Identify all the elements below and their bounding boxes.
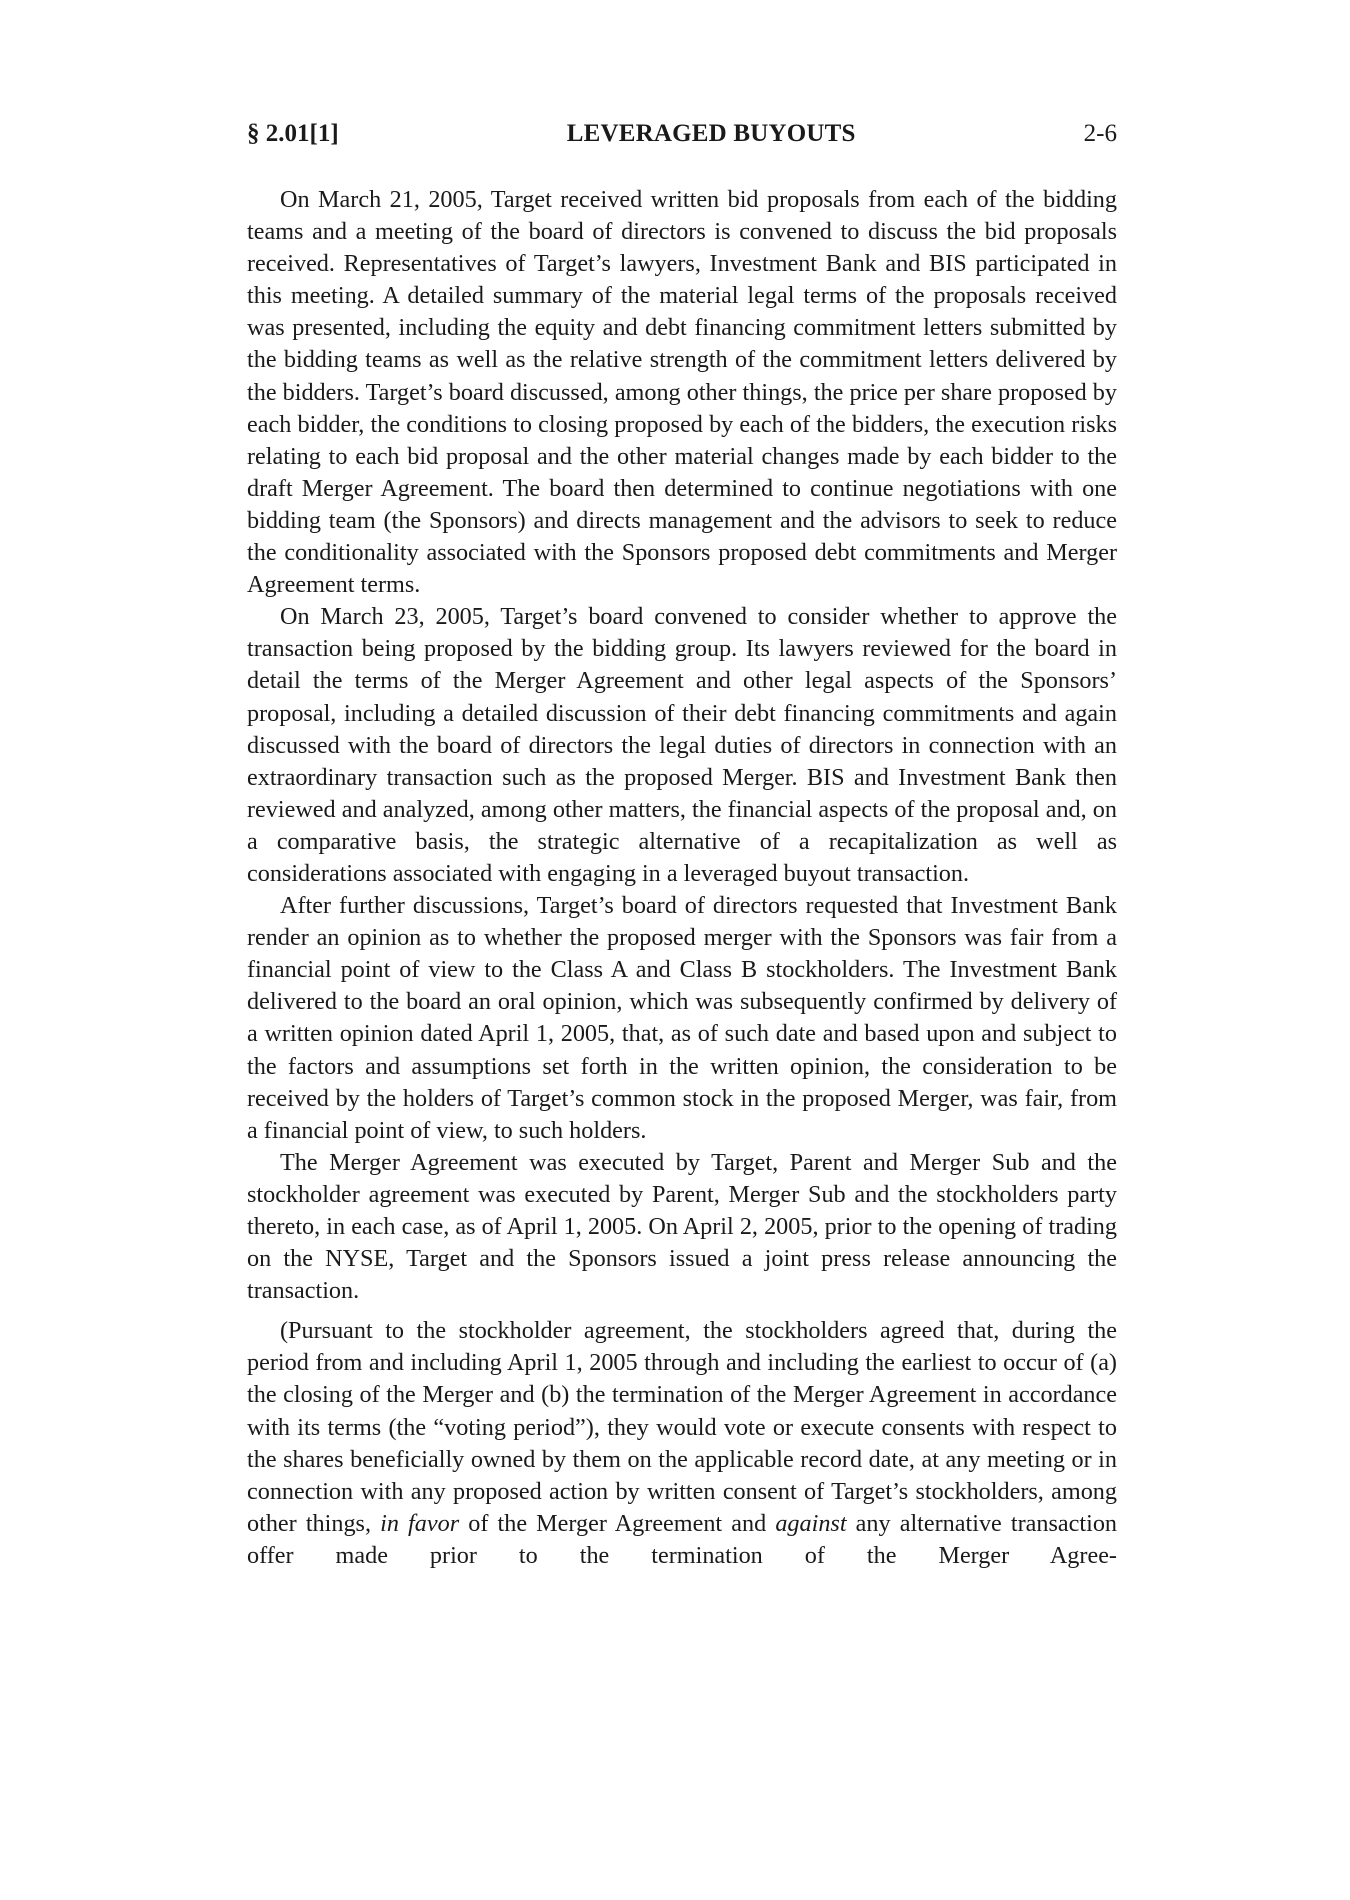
document-page	[247, 118, 1117, 1572]
paragraph-5-text-b: of the Merger Agreement and	[459, 1509, 776, 1537]
paragraph-5-italic-against: against	[775, 1509, 847, 1537]
paragraph-5-text-c: any alternative transaction offer made prior to the termination of the Merger Agree-	[247, 1509, 1118, 1569]
paragraph-1: On March 21, 2005, Target received written bid proposals from each of the bidding teams and a meeting of the board of directors is convened to discuss the bid proposals received. Representatives of Target’s lawyers, Investment Bank and BIS participated in this meeting. A detailed summary of the material legal terms of the proposals received was presented, including the equity and debt financing commitment letters submitted by the bidding teams as well as the relative strength of the commitment letters delivered by the bidders. Target’s board discussed, among other things, the price per share proposed by each bidder, the conditions to closing proposed by each of the bidders, the execution risks relating to each bid proposal and the other material changes made by each bidder to the draft Merger Agreement. The board then determined to continue negotiations with one bidding team (the Sponsors) and directs management and the advisors to seek to reduce the conditionality associated with the Sponsors proposed debt commitments and Merger Agreement terms.	[247, 186, 1117, 599]
paragraph-4: The Merger Agreement was executed by Target, Parent and Merger Sub and the stockholder agreement was executed by Parent, Merger Sub and the stockholders party thereto, in each case, as of April 1, 2005. On April 2, 2005, prior to the opening of trading on the NYSE, Target and the Sponsors issued a joint press release announcing the transaction.	[247, 1148, 1117, 1305]
body-text	[247, 184, 1117, 1572]
paragraph-5-italic-in-favor: in favor	[380, 1509, 460, 1537]
running-title: LEVERAGED BUYOUTS	[566, 120, 856, 147]
paragraph-5-text-a: (Pursuant to the stockholder agreement, the stockholders agreed that, during the period from and including April 1, 2005 through and including the earliest to occur of (a) the closing of the Merger and (b) the termination of the Merger Agreement in accordance with its terms (the “voting period”), they would vote or execute consents with respect to the shares beneficially owned by them on the applicable record date, at any meeting or in connection with any proposed action by written consent of Target’s stockholders, among other things,	[247, 1317, 1117, 1537]
paragraph-3: After further discussions, Target’s board of directors requested that Investment Bank render an opinion as to whether the proposed merger with the Sponsors was fair from a financial point of view to the Class A and Class B stockholders. The Investment Bank delivered to the board an oral opinion, which was subsequently confirmed by delivery of a written opinion dated April 1, 2005, that, as of such date and based upon and subject to the factors and assumptions set forth in the written opinion, the consideration to be received by the holders of Target’s common stock in the proposed Merger, was fair, from a financial point of view, to such holders.	[247, 892, 1117, 1144]
paragraph-5	[247, 1315, 1117, 1572]
running-head	[247, 118, 1117, 150]
paragraph-2: On March 23, 2005, Target’s board convened to consider whether to approve the transaction being proposed by the bidding group. Its lawyers reviewed for the board in detail the terms of the Merger Agreement and other legal aspects of the Sponsors’ proposal, including a detailed discussion of their debt financing commitments and again discussed with the board of directors the legal duties of directors in connection with an extraordinary transaction such as the proposed Merger. BIS and Investment Bank then reviewed and analyzed, among other matters, the financial aspects of the proposal and, on a comparative basis, the strategic alternative of a recapitalization as well as considerations associated with engaging in a leveraged buyout transaction.	[247, 603, 1117, 887]
page-number: 2-6	[1083, 120, 1117, 147]
section-number: § 2.01[1]	[247, 120, 339, 147]
